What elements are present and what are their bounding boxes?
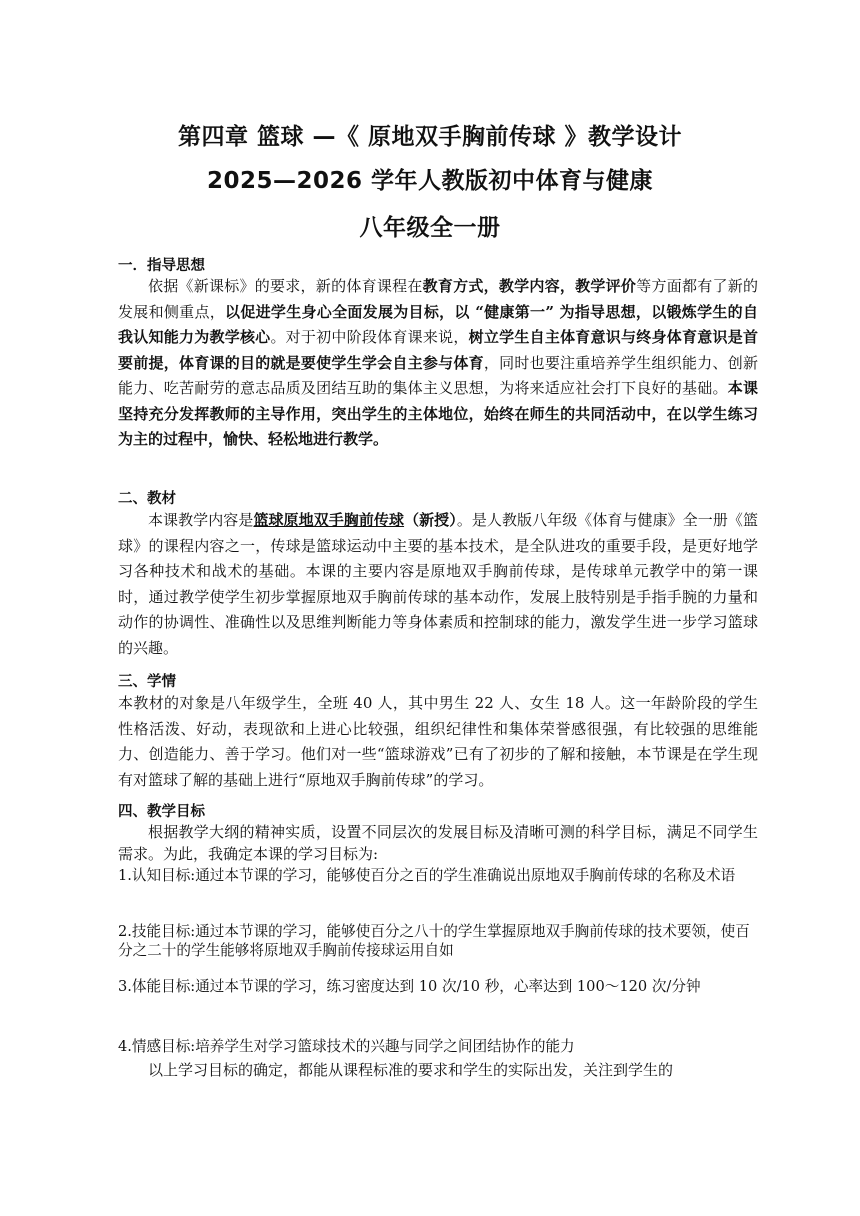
bold-run: 教育方式，教学内容，教学评价: [422, 277, 637, 295]
section-heading-learner-analysis: 三、学情: [118, 674, 176, 690]
objective-cognitive: 1.认知目标:通过本节课的学习，能够使百分之百的学生准确说出原地双手胸前传球的名称及术语: [118, 867, 736, 884]
section-heading-guiding-thought: 一．指导思想: [118, 258, 205, 274]
text-run: 。是人教版八年级《体育与健康》全一册《篮球》的课程内容之一，传球是篮球运动中主要的基本技术，是全队进攻的重要手段，是更好地学习各种技术和战术的基础。本课的主要内容是原地双手胸前传球，是传球单元教学中的第一课时，通过教学使学生初步掌握原地双手胸前传球的基本动作，发展上肢特别是手指手腕的力量和动作的协调性、准确性以及思维判断能力等身体素质和控制球的能力，激发学生进一步学习篮球的兴趣。: [118, 511, 758, 657]
objective-skill: 2.技能目标:通过本节课的学习，能够使百分之八十的学生掌握原地双手胸前传球的技术要领，使百分之二十的学生能够将原地双手胸前传接球运用自如: [118, 923, 750, 959]
objective-fitness: 3.体能目标:通过本节课的学习，练习密度达到 10 次/10 秒，心率达到 100～120 次/分钟: [118, 978, 701, 995]
text-run: ，同时也要注重培养学生组织能力、创新能力、吃苦耐劳的意志品质及团结互助的集体主义思想，为将来适应社会打下良好的基础。: [118, 353, 758, 397]
section-heading-objectives: 四、教学目标: [118, 804, 205, 820]
title-line-1: 第四章 篮球 —《 原地双手胸前传球 》教学设计: [177, 124, 683, 150]
bold-run: 树立学生自主体育意识与终身体育意识是首要前提，体育课的目的就是要使学生学会自主参与体育: [118, 328, 758, 372]
section-heading-material: 二、教材: [118, 491, 176, 507]
bold-run: 以促进学生身心全面发展为目标，以 “健康第一” 为指导思想，以锻炼学生的自我认知能力为教学核心: [118, 302, 758, 346]
text-run: 等方面都有了新的发展和侧重点，: [118, 277, 758, 321]
underlined-run: 篮球原地双手胸前传球: [253, 511, 405, 529]
text-run: 本课教学内容是: [148, 511, 254, 529]
text-run: 。对于初中阶段体育课来说，: [270, 328, 469, 346]
paragraph-objectives-intro: 根据教学大纲的精神实质，设置不同层次的发展目标及清晰可测的科学目标，满足不同学生需求。为此，我确定本课的学习目标为:: [118, 823, 758, 863]
title-line-3: 八年级全一册: [359, 215, 501, 241]
bold-run: 本课坚持充分发挥教师的主导作用，突出学生的主体地位，始终在师生的共同活动中，在以学生练习为主的过程中，愉快、轻松地进行教学。: [118, 379, 758, 448]
paragraph-learner-analysis: 本教材的对象是八年级学生，全班 40 人，其中男生 22 人、女生 18 人。这一年龄阶段的学生性格活泼、好动，表现欲和上进心比较强，组织纪律性和集体荣誉感很强，有比较强的思维能力、创造能力、善于学习。他们对一些“篮球游戏”已有了初步的了解和接触，本节课是在学生现有对篮球了解的基础上进行“原地双手胸前传球”的学习。: [118, 694, 758, 789]
title-line-2: 2025—2026 学年人教版初中体育与健康: [206, 168, 654, 194]
text-run: 依据《新课标》的要求，新的体育课程在: [148, 277, 423, 295]
paragraph-material: [118, 508, 758, 661]
paragraph-objectives-tail: 以上学习目标的确定，都能从课程标准的要求和学生的实际出发，关注到学生的: [148, 1061, 674, 1079]
bold-run: （新授）: [404, 511, 457, 529]
objective-affective: 4.情感目标:培养学生对学习篮球技术的兴趣与同学之间团结协作的能力: [118, 1038, 575, 1055]
paragraph-guiding-thought: [118, 274, 758, 453]
